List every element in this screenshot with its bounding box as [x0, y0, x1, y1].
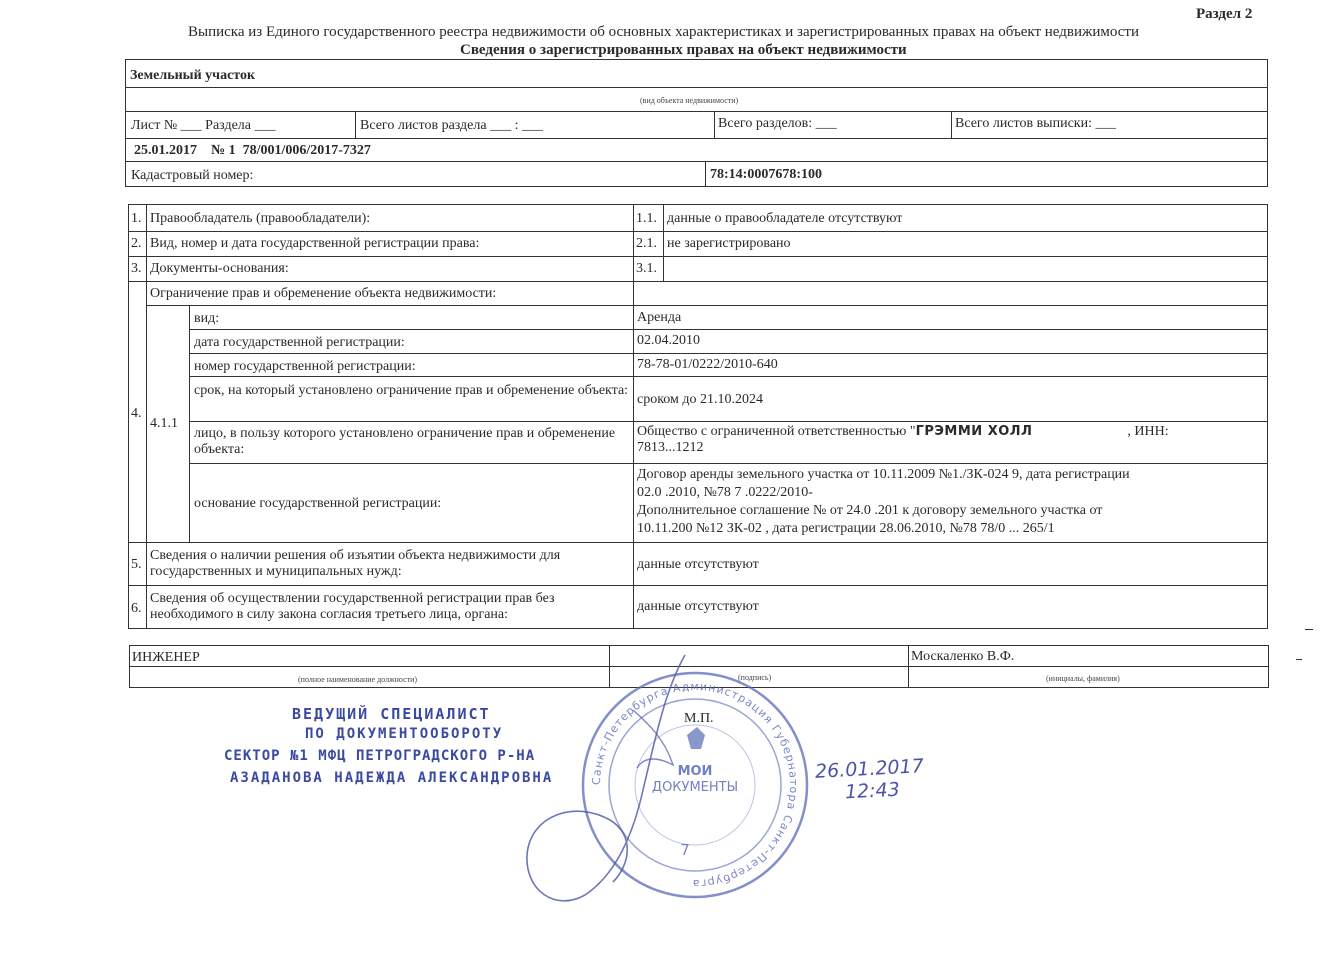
total-sheets-extract: Всего листов выписки: ___ [955, 116, 1117, 131]
row2-sub: 2.1. [636, 236, 657, 251]
margin-mark [1296, 659, 1302, 660]
beneficiary-prefix: Общество с ограниченной ответственностью " [637, 424, 916, 439]
row1-value: данные о правообладателе отсутствуют [667, 211, 903, 226]
basis-line-2: 02.0 .2010, №78 7 .0222/2010- [637, 485, 813, 500]
beneficiary-company: ГРЭММИ ХОЛЛ [915, 424, 1033, 439]
row2-label: Вид, номер и дата государственной регистрации права: [150, 236, 480, 251]
registration-number-value: 78-78-01/0222/2010-640 [637, 357, 778, 372]
term-label: срок, на который установлено ограничение прав и обременение объекта: [194, 383, 629, 398]
beneficiary-inn: 7813...1212 [637, 440, 704, 455]
margin-mark [1305, 629, 1313, 630]
seal-logo-line-1: МОИ [677, 764, 713, 779]
total-sections: Всего разделов: ___ [718, 116, 837, 131]
stamp-line-2: ПО ДОКУМЕНТООБОРОТУ [305, 726, 504, 742]
beneficiary-value [637, 424, 1265, 456]
basis-line-1: Договор аренды земельного участка от 10.11.2009 №1./ЗК-024 9, дата регистрации [637, 467, 1130, 482]
row1-number: 1. [131, 211, 142, 226]
cadastral-value: 78:14:0007678:100 [710, 167, 822, 182]
seal-logo-line-2: ДОКУМЕНТЫ [651, 780, 739, 795]
beneficiary-label: лицо, в пользу которого установлено ограничение прав и обременение объекта: [194, 426, 616, 457]
registration-date-value: 02.04.2010 [637, 333, 700, 348]
basis-value [637, 466, 1265, 538]
stamp-line-3: СЕКТОР №1 МФЦ ПЕТРОГРАДСКОГО Р-НА [224, 748, 536, 764]
row5-value: данные отсутствуют [637, 557, 759, 572]
row5-label: Сведения о наличии решения об изъятии объекта недвижимости для государственных и муниципальных нужд: [150, 548, 561, 579]
row3-number: 3. [131, 261, 142, 276]
cadastral-label: Кадастровый номер: [131, 168, 254, 183]
row2-number: 2. [131, 236, 142, 251]
document-title: Выписка из Единого государственного реестра недвижимости об основных характеристиках и зарегистрированных правах на объект недвижимости [188, 24, 1140, 40]
basis-label: основание государственной регистрации: [194, 496, 442, 511]
handwritten-date: 26.01.2017 [814, 755, 925, 783]
beneficiary-inn-label: , ИНН: [1127, 424, 1169, 439]
row1-label: Правообладатель (правообладатели): [150, 211, 371, 226]
signer-name: Москаленко В.Ф. [911, 649, 1015, 664]
handwritten-time: 12:43 [844, 778, 901, 804]
seal-ring-text: Санкт-Петербурга Администрация Губернатора Санкт-Петербурга [589, 679, 801, 891]
signer-position: ИНЖЕНЕР [132, 650, 200, 665]
term-value: сроком до 21.10.2024 [637, 392, 764, 407]
basis-line-4: 10.11.200 №12 ЗК-02 , дата регистрации 28.06.2010, №78 78/0 ... 265/1 [637, 521, 1055, 536]
row4-sub: 4.1.1 [150, 416, 178, 431]
encumbrance-kind-label: вид: [194, 311, 220, 326]
object-type-caption: (вид объекта недвижимости) [640, 96, 739, 105]
row4-label: Ограничение прав и обременение объекта недвижимости: [150, 286, 497, 301]
row1-sub: 1.1. [636, 211, 657, 226]
name-caption: (инициалы, фамилия) [1046, 674, 1120, 683]
registration-number-label: номер государственной регистрации: [194, 359, 416, 374]
row6-number: 6. [131, 601, 142, 616]
seal-number: 7 [680, 841, 690, 859]
stamp-line-1: ВЕДУЩИЙ СПЕЦИАЛИСТ [292, 705, 491, 723]
row6-label: Сведения об осуществлении государственной регистрации прав без необходимого в силу закона согласия третьего лица, органа: [150, 591, 555, 622]
signature-caption: (подпись) [738, 673, 772, 682]
row5-number: 5. [131, 557, 142, 572]
document-subtitle: Сведения о зарегистрированных правах на объект недвижимости [460, 42, 907, 58]
row3-label: Документы-основания: [150, 261, 289, 276]
position-caption: (полное наименование должности) [298, 675, 418, 684]
date-number: 25.01.2017 № 1 78/001/006/2017-7327 [134, 143, 371, 158]
mp-label: М.П. [684, 711, 714, 726]
row3-sub: 3.1. [636, 261, 657, 276]
basis-line-3: Дополнительное соглашение № от 24.0 .201 к договору земельного участка от [637, 503, 1103, 518]
section-label: Раздел 2 [1196, 6, 1253, 22]
row2-value: не зарегистрировано [667, 236, 791, 251]
total-sheets-section: Всего листов раздела ___ : ___ [360, 118, 543, 133]
row6-value: данные отсутствуют [637, 599, 759, 614]
signature-scribble [515, 650, 735, 910]
stamp-line-4: АЗАДАНОВА НАДЕЖДА АЛЕКСАНДРОВНА [230, 770, 554, 786]
sheet-number: Лист № ___ Раздела ___ [131, 118, 276, 133]
row4-number: 4. [131, 406, 142, 421]
registration-date-label: дата государственной регистрации: [194, 335, 405, 350]
encumbrance-kind-value: Аренда [637, 310, 682, 325]
object-type: Земельный участок [130, 68, 256, 83]
